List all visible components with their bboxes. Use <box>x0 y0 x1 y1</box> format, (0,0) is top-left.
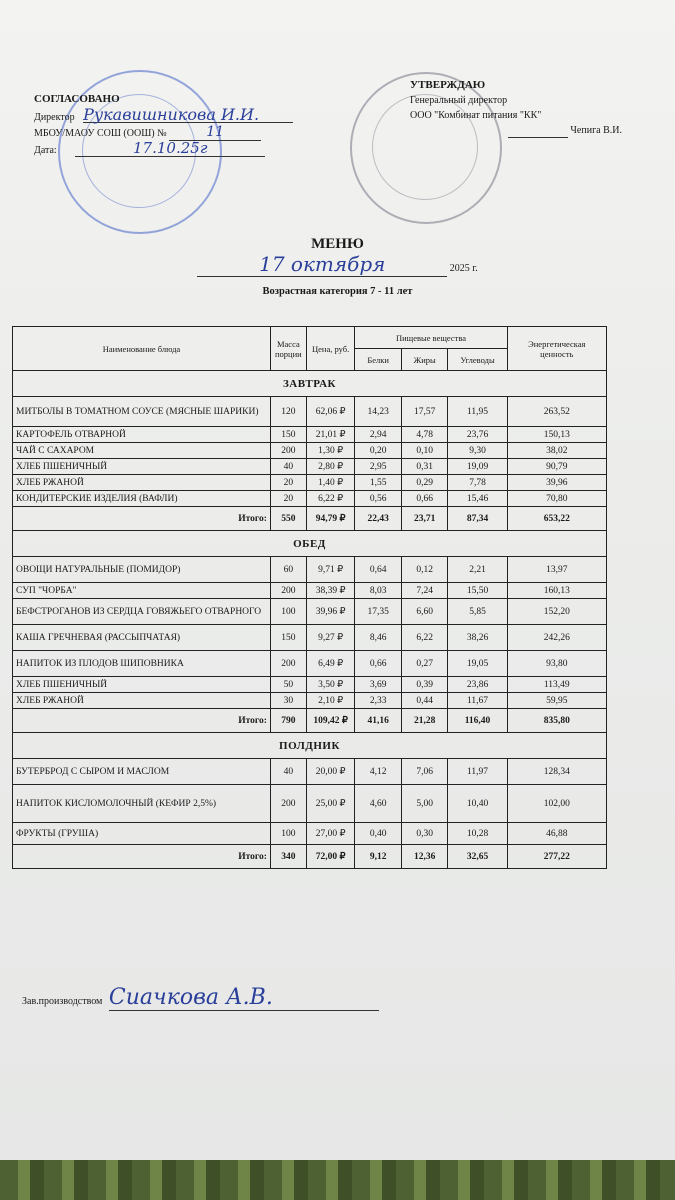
cell-price: 20,00 ₽ <box>306 759 355 785</box>
table-row <box>13 427 607 443</box>
approval-left <box>34 92 304 158</box>
cell-mass: 20 <box>270 491 306 507</box>
section-title: ПОЛДНИК <box>13 733 607 759</box>
cell-protein: 4,12 <box>355 759 402 785</box>
total-row <box>13 709 607 733</box>
cell-mass: 200 <box>270 651 306 677</box>
footer-signature <box>22 985 379 1011</box>
cell-price: 2,10 ₽ <box>306 693 355 709</box>
cell-carbs: 10,40 <box>448 785 507 823</box>
total-row <box>13 845 607 869</box>
dish-name: МИТБОЛЫ В ТОМАТНОМ СОУСЕ (МЯСНЫЕ ШАРИКИ) <box>13 397 271 427</box>
dish-name: ФРУКТЫ (ГРУША) <box>13 823 271 845</box>
menu-year: 2025 г. <box>449 263 478 274</box>
dish-name: ХЛЕБ РЖАНОЙ <box>13 475 271 491</box>
table-row <box>13 759 607 785</box>
cell-carbs: 23,76 <box>448 427 507 443</box>
total-mass: 340 <box>270 845 306 869</box>
table-row <box>13 491 607 507</box>
total-fat: 21,28 <box>401 709 448 733</box>
cell-energy: 242,26 <box>507 625 606 651</box>
approval-right-heading: УТВЕРЖДАЮ <box>410 79 486 91</box>
section-title: ЗАВТРАК <box>13 371 607 397</box>
cell-fat: 5,00 <box>401 785 448 823</box>
total-mass: 790 <box>270 709 306 733</box>
dish-name: ХЛЕБ ПШЕНИЧНЫЙ <box>13 677 271 693</box>
cell-mass: 150 <box>270 427 306 443</box>
table-row <box>13 583 607 599</box>
total-price: 94,79 ₽ <box>306 507 355 531</box>
cell-protein: 8,03 <box>355 583 402 599</box>
dish-name: КАША ГРЕЧНЕВАЯ (РАССЫПЧАТАЯ) <box>13 625 271 651</box>
cell-carbs: 7,78 <box>448 475 507 491</box>
dish-name: НАПИТОК КИСЛОМОЛОЧНЫЙ (КЕФИР 2,5%) <box>13 785 271 823</box>
cell-protein: 1,55 <box>355 475 402 491</box>
cell-protein: 0,64 <box>355 557 402 583</box>
cell-protein: 2,33 <box>355 693 402 709</box>
cell-protein: 0,66 <box>355 651 402 677</box>
table-row <box>13 557 607 583</box>
approval-left-school: МБОУ/МАОУ СОШ (ООШ) № <box>34 128 167 139</box>
approval-right-position: Генеральный директор <box>410 95 508 106</box>
cell-mass: 200 <box>270 785 306 823</box>
table-row <box>13 625 607 651</box>
dish-name: БЕФСТРОГАНОВ ИЗ СЕРДЦА ГОВЯЖЬЕГО ОТВАРНОГО <box>13 599 271 625</box>
cell-carbs: 19,09 <box>448 459 507 475</box>
section-header <box>13 531 607 557</box>
table-row <box>13 785 607 823</box>
cell-price: 2,80 ₽ <box>306 459 355 475</box>
total-energy: 653,22 <box>507 507 606 531</box>
cell-energy: 150,13 <box>507 427 606 443</box>
cell-price: 3,50 ₽ <box>306 677 355 693</box>
cell-price: 9,71 ₽ <box>306 557 355 583</box>
cell-price: 39,96 ₽ <box>306 599 355 625</box>
manager-signature: Сиачкова А.В. <box>109 985 379 1011</box>
dish-name: ХЛЕБ РЖАНОЙ <box>13 693 271 709</box>
cell-carbs: 5,85 <box>448 599 507 625</box>
cell-fat: 7,24 <box>401 583 448 599</box>
cell-mass: 120 <box>270 397 306 427</box>
page-title: МЕНЮ <box>311 236 364 252</box>
cell-price: 25,00 ₽ <box>306 785 355 823</box>
header-protein: Белки <box>355 349 402 371</box>
cell-energy: 38,02 <box>507 443 606 459</box>
cell-fat: 0,39 <box>401 677 448 693</box>
cell-energy: 102,00 <box>507 785 606 823</box>
cell-carbs: 23,86 <box>448 677 507 693</box>
dish-name: БУТЕРБРОД С СЫРОМ И МАСЛОМ <box>13 759 271 785</box>
dish-name: ЧАЙ С САХАРОМ <box>13 443 271 459</box>
menu-date-line <box>0 252 675 277</box>
table-row <box>13 443 607 459</box>
dish-name: СУП "ЧОРБА" <box>13 583 271 599</box>
menu-date-handwritten: 17 октября <box>197 252 447 277</box>
cell-mass: 200 <box>270 583 306 599</box>
cell-carbs: 2,21 <box>448 557 507 583</box>
total-carbs: 116,40 <box>448 709 507 733</box>
footer-label: Зав.производством <box>22 996 103 1007</box>
cell-fat: 0,27 <box>401 651 448 677</box>
total-energy: 277,22 <box>507 845 606 869</box>
header-mass: Масса порции <box>270 327 306 371</box>
cell-price: 9,27 ₽ <box>306 625 355 651</box>
cell-energy: 59,95 <box>507 693 606 709</box>
cell-fat: 0,30 <box>401 823 448 845</box>
cell-price: 1,40 ₽ <box>306 475 355 491</box>
cell-energy: 152,20 <box>507 599 606 625</box>
cell-mass: 30 <box>270 693 306 709</box>
cell-energy: 263,52 <box>507 397 606 427</box>
cell-fat: 0,31 <box>401 459 448 475</box>
cell-carbs: 19,05 <box>448 651 507 677</box>
cell-energy: 46,88 <box>507 823 606 845</box>
cell-energy: 128,34 <box>507 759 606 785</box>
total-protein: 41,16 <box>355 709 402 733</box>
director-sign-line <box>508 137 568 138</box>
cell-energy: 13,97 <box>507 557 606 583</box>
table-row <box>13 677 607 693</box>
total-fat: 12,36 <box>401 845 448 869</box>
director-signature: Рукавишникова И.И. <box>83 107 293 123</box>
table-row <box>13 823 607 845</box>
cell-carbs: 15,50 <box>448 583 507 599</box>
cell-price: 6,49 ₽ <box>306 651 355 677</box>
cell-fat: 0,10 <box>401 443 448 459</box>
header-price: Цена, руб. <box>306 327 355 371</box>
cell-carbs: 11,67 <box>448 693 507 709</box>
total-price: 72,00 ₽ <box>306 845 355 869</box>
cell-protein: 17,35 <box>355 599 402 625</box>
header-energy: Энергетическая ценность <box>507 327 606 371</box>
total-carbs: 32,65 <box>448 845 507 869</box>
header-name: Наименование блюда <box>13 327 271 371</box>
approval-left-director: Директор <box>34 112 75 123</box>
cell-carbs: 38,26 <box>448 625 507 651</box>
cell-price: 6,22 ₽ <box>306 491 355 507</box>
cell-mass: 100 <box>270 823 306 845</box>
cell-protein: 4,60 <box>355 785 402 823</box>
cell-energy: 93,80 <box>507 651 606 677</box>
cell-carbs: 11,97 <box>448 759 507 785</box>
total-carbs: 87,34 <box>448 507 507 531</box>
cell-protein: 0,40 <box>355 823 402 845</box>
cell-protein: 8,46 <box>355 625 402 651</box>
cell-mass: 100 <box>270 599 306 625</box>
dish-name: ХЛЕБ ПШЕНИЧНЫЙ <box>13 459 271 475</box>
dish-name: КОНДИТЕРСКИЕ ИЗДЕЛИЯ (ВАФЛИ) <box>13 491 271 507</box>
cell-mass: 40 <box>270 759 306 785</box>
header-nutrients: Пищевые вещества <box>355 327 507 349</box>
cell-fat: 0,29 <box>401 475 448 491</box>
total-label: Итого: <box>13 845 271 869</box>
table-row <box>13 475 607 491</box>
table-row <box>13 599 607 625</box>
cell-price: 62,06 ₽ <box>306 397 355 427</box>
cell-price: 1,30 ₽ <box>306 443 355 459</box>
cell-protein: 2,94 <box>355 427 402 443</box>
cell-fat: 0,66 <box>401 491 448 507</box>
cell-carbs: 9,30 <box>448 443 507 459</box>
cell-fat: 6,60 <box>401 599 448 625</box>
total-price: 109,42 ₽ <box>306 709 355 733</box>
menu-table <box>12 326 607 869</box>
cell-price: 38,39 ₽ <box>306 583 355 599</box>
approval-right-company: ООО "Комбинат питания "КК" <box>410 110 542 121</box>
dish-name: НАПИТОК ИЗ ПЛОДОВ ШИПОВНИКА <box>13 651 271 677</box>
cell-fat: 17,57 <box>401 397 448 427</box>
dish-name: ОВОЩИ НАТУРАЛЬНЫЕ (ПОМИДОР) <box>13 557 271 583</box>
total-mass: 550 <box>270 507 306 531</box>
approval-left-date-label: Дата: <box>34 145 57 156</box>
cell-energy: 90,79 <box>507 459 606 475</box>
total-protein: 9,12 <box>355 845 402 869</box>
cell-mass: 50 <box>270 677 306 693</box>
header-carbs: Углеводы <box>448 349 507 371</box>
total-row <box>13 507 607 531</box>
cell-mass: 150 <box>270 625 306 651</box>
table-row <box>13 651 607 677</box>
cell-energy: 160,13 <box>507 583 606 599</box>
section-header <box>13 371 607 397</box>
cell-protein: 14,23 <box>355 397 402 427</box>
cell-mass: 40 <box>270 459 306 475</box>
approval-right <box>410 78 650 138</box>
cell-price: 21,01 ₽ <box>306 427 355 443</box>
cell-price: 27,00 ₽ <box>306 823 355 845</box>
approval-right-name: Чепига В.И. <box>570 125 622 136</box>
total-protein: 22,43 <box>355 507 402 531</box>
cell-fat: 0,12 <box>401 557 448 583</box>
total-label: Итого: <box>13 507 271 531</box>
age-category: Возрастная категория 7 - 11 лет <box>262 286 413 297</box>
total-label: Итого: <box>13 709 271 733</box>
cell-energy: 113,49 <box>507 677 606 693</box>
cell-fat: 4,78 <box>401 427 448 443</box>
cell-mass: 60 <box>270 557 306 583</box>
total-energy: 835,80 <box>507 709 606 733</box>
total-fat: 23,71 <box>401 507 448 531</box>
table-row <box>13 459 607 475</box>
cell-mass: 200 <box>270 443 306 459</box>
approval-date: 17.10.25г <box>75 141 265 157</box>
section-header <box>13 733 607 759</box>
cell-fat: 0,44 <box>401 693 448 709</box>
school-number: 11 <box>169 125 261 141</box>
table-row <box>13 693 607 709</box>
table-row <box>13 397 607 427</box>
background-floor <box>0 1160 675 1200</box>
cell-carbs: 15,46 <box>448 491 507 507</box>
cell-fat: 7,06 <box>401 759 448 785</box>
cell-carbs: 11,95 <box>448 397 507 427</box>
cell-fat: 6,22 <box>401 625 448 651</box>
cell-protein: 0,56 <box>355 491 402 507</box>
cell-energy: 39,96 <box>507 475 606 491</box>
cell-protein: 2,95 <box>355 459 402 475</box>
cell-energy: 70,80 <box>507 491 606 507</box>
dish-name: КАРТОФЕЛЬ ОТВАРНОЙ <box>13 427 271 443</box>
section-title: ОБЕД <box>13 531 607 557</box>
cell-carbs: 10,28 <box>448 823 507 845</box>
cell-mass: 20 <box>270 475 306 491</box>
header-fat: Жиры <box>401 349 448 371</box>
approval-left-heading: СОГЛАСОВАНО <box>34 93 120 105</box>
cell-protein: 0,20 <box>355 443 402 459</box>
cell-protein: 3,69 <box>355 677 402 693</box>
